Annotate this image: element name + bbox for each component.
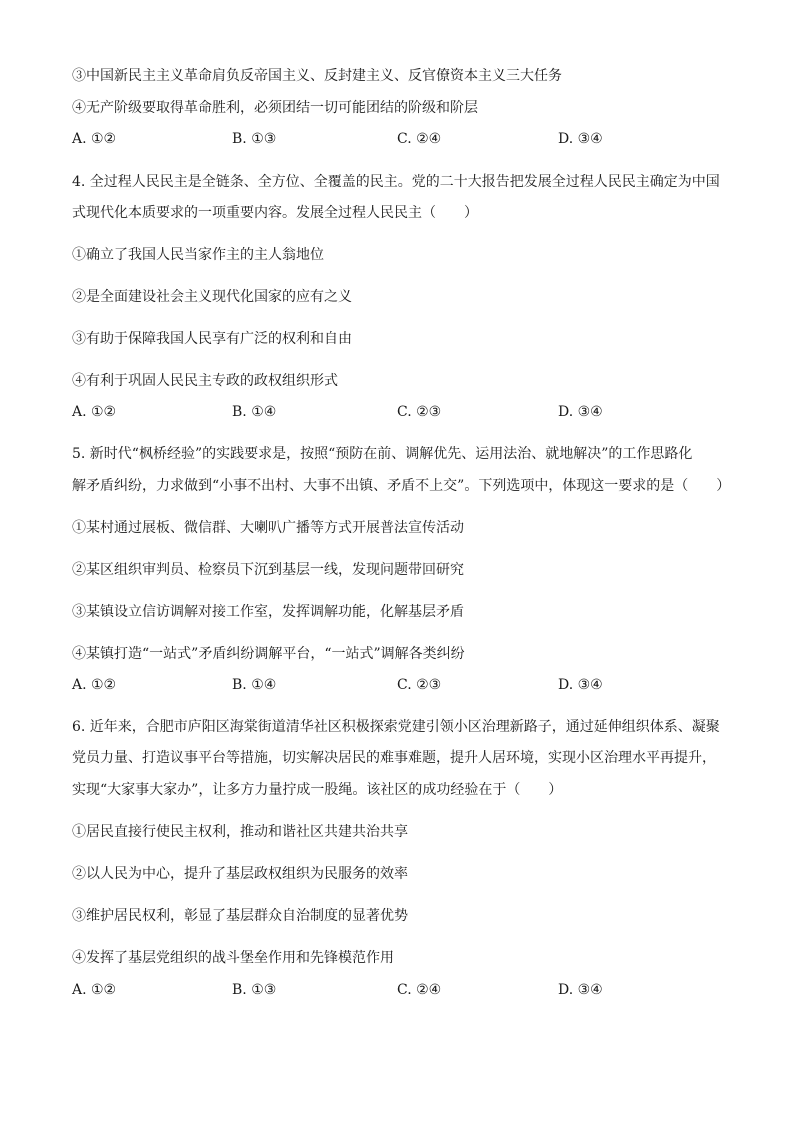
q5-stem-line-1: 5. 新时代“枫桥经验”的实践要求是，按照“预防在前、调解优先、运用法治、就地解决”的工作思路化: [72, 446, 693, 462]
q3-option-a[interactable]: A. ①②: [72, 131, 117, 147]
q5-option-d[interactable]: D. ③④: [558, 677, 603, 693]
q5-item-2: ②某区组织审判员、检察员下沉到基层一线，发现问题带回研究: [72, 562, 464, 578]
q4-item-3: ③有助于保障我国人民享有广泛的权利和自由: [72, 331, 352, 347]
q5-item-3: ③某镇设立信访调解对接工作室，发挥调解功能，化解基层矛盾: [72, 604, 464, 620]
q3-option-b[interactable]: B. ①③: [232, 131, 277, 147]
q4-item-4: ④有利于巩固人民民主专政的政权组织形式: [72, 373, 338, 389]
q6-item-2: ②以人民为中心，提升了基层政权组织为民服务的效率: [72, 866, 408, 882]
q3-option-c[interactable]: C. ②④: [397, 131, 442, 147]
q6-stem-line-2: 党员力量、打造议事平台等措施，切实解决居民的难事难题，提升人居环境，实现小区治理水平再提升，: [72, 750, 716, 766]
q4-item-2: ②是全面建设社会主义现代化国家的应有之义: [72, 289, 352, 305]
q4-option-c[interactable]: C. ②③: [397, 404, 442, 420]
q5-stem-line-2: 解矛盾纠纷，力求做到“小事不出村、大事不出镇、矛盾不上交”。下列选项中，体现这一要求的是（ ）: [72, 478, 731, 494]
q4-item-1: ①确立了我国人民当家作主的主人翁地位: [72, 247, 324, 263]
q5-option-c[interactable]: C. ②③: [397, 677, 442, 693]
q3-item-4: ④无产阶级要取得革命胜利，必须团结一切可能团结的阶级和阶层: [72, 100, 478, 116]
q4-option-a[interactable]: A. ①②: [72, 404, 117, 420]
q6-option-a[interactable]: A. ①②: [72, 982, 117, 998]
q4-options: [72, 402, 732, 422]
q4-option-d[interactable]: D. ③④: [558, 404, 603, 420]
q6-item-1: ①居民直接行使民主权利，推动和谐社区共建共治共享: [72, 824, 408, 840]
q6-option-d[interactable]: D. ③④: [558, 982, 603, 998]
q5-option-a[interactable]: A. ①②: [72, 677, 117, 693]
q4-option-b[interactable]: B. ①④: [232, 404, 277, 420]
q6-stem-line-1: 6. 近年来，合肥市庐阳区海棠街道清华社区积极探索党建引领小区治理新路子，通过延伸组织体系、凝聚: [72, 719, 720, 735]
q3-option-d[interactable]: D. ③④: [558, 131, 603, 147]
q6-item-3: ③维护居民权利，彰显了基层群众自治制度的显著优势: [72, 908, 408, 924]
q5-item-4: ④某镇打造“一站式”矛盾纠纷调解平台，“一站式”调解各类纠纷: [72, 646, 465, 662]
q3-options: [72, 129, 732, 149]
q3-item-3: ③中国新民主主义革命肩负反帝国主义、反封建主义、反官僚资本主义三大任务: [72, 68, 562, 84]
q5-options: [72, 675, 732, 695]
q4-stem-line-2: 式现代化本质要求的一项重要内容。发展全过程人民民主（ ）: [72, 205, 478, 221]
q6-stem-line-3: 实现“大家事大家办”，让多方力量拧成一股绳。该社区的成功经验在于（ ）: [72, 782, 563, 798]
q6-option-c[interactable]: C. ②④: [397, 982, 442, 998]
q6-item-4: ④发挥了基层党组织的战斗堡垒作用和先锋模范作用: [72, 950, 394, 966]
q6-options: [72, 980, 732, 1000]
q5-option-b[interactable]: B. ①④: [232, 677, 277, 693]
q4-stem-line-1: 4. 全过程人民民主是全链条、全方位、全覆盖的民主。党的二十大报告把发展全过程人民民主确定为中国: [72, 174, 720, 190]
q5-item-1: ①某村通过展板、微信群、大喇叭广播等方式开展普法宣传活动: [72, 520, 464, 536]
q6-option-b[interactable]: B. ①③: [232, 982, 277, 998]
